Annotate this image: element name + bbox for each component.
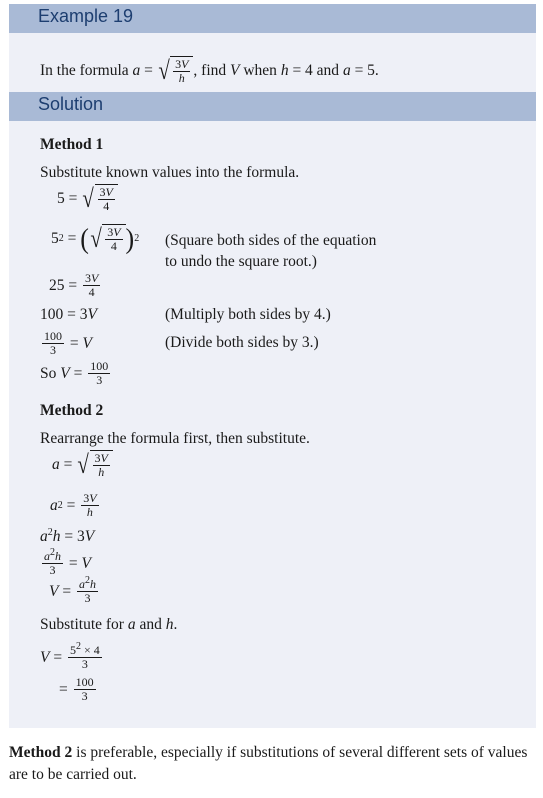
solution-title: Solution — [38, 94, 104, 114]
method2-line6: V = $\frac{5^2 \times 4}{3}$ — [40, 641, 100, 671]
footer-bold: Method 2 — [9, 744, 73, 761]
method1-heading: Method 1 — [40, 136, 104, 153]
method2-intro: Rearrange the formula first, then substitute. — [40, 430, 310, 447]
note-square: (Square both sides of the equation — [165, 232, 377, 249]
method1-line3: 25 = $\frac{3V}{4}$ — [49, 271, 99, 299]
method1-line1: 5 = √ $\frac{3V}{4}$ — [57, 184, 118, 214]
method1-intro: Substitute known values into the formula. — [40, 164, 300, 181]
method1-line4: 100 = 3V — [40, 306, 97, 323]
method2-substitute: Substitute for a and h. — [40, 616, 178, 633]
method2-line7: = $\frac{100}{3}$ — [59, 675, 94, 703]
method2-line4: $\frac{a^2h}{3}$ = V — [44, 547, 91, 577]
note-multiply: (Multiply both sides by 4.) — [165, 306, 331, 323]
solution-header-bar — [9, 92, 536, 121]
footer-note — [9, 742, 536, 786]
example-box — [9, 4, 536, 728]
method1-line5: $\frac{100}{3}$ = V — [44, 329, 92, 357]
example-header-bar — [9, 4, 536, 33]
note-divide: (Divide both sides by 3.) — [165, 334, 319, 351]
problem-prefix: In the formula — [40, 62, 129, 79]
problem-statement: In the formula a = √ $\frac{3V}{h}$ , find V when h = 4 and a = 5. — [40, 56, 379, 85]
method2-line3: $a^2h = 3V$ — [40, 526, 95, 545]
footer-text: is preferable, especially if substitutions of several different sets of values are to be carried out. — [9, 744, 528, 783]
method2-line2: a 2 = $\frac{3V}{h}$ — [50, 491, 97, 519]
note-square-2: to undo the square root.) — [165, 253, 317, 270]
method1-line6: So V = $\frac{100}{3}$ — [40, 359, 109, 387]
method2-line5: V = $\frac{a^2h}{3}$ — [49, 575, 96, 605]
problem-suffix: , find V when h = 4 and a = 5. — [193, 62, 379, 79]
method2-heading: Method 2 — [40, 402, 104, 419]
problem-formula: √ $\frac{3V}{h}$ — [157, 56, 194, 86]
example-title: Example 19 — [38, 6, 134, 26]
method1-line2: 5 2 = ( √ $\frac{3V}{4}$ ) 2 — [51, 222, 140, 255]
method2-line1: a = √ $\frac{3V}{h}$ — [52, 450, 113, 480]
